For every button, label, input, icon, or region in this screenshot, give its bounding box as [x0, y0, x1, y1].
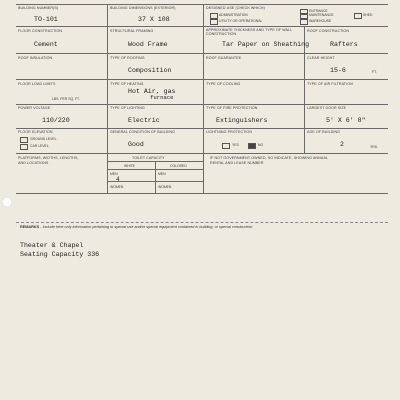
toilet-women-colored-label: WOMEN — [158, 185, 172, 189]
remarks-text: - Include here only information pertaining to special use and/or special equipment contained in building, or special construction — [39, 225, 253, 229]
clear-height-unit: FT. — [372, 70, 377, 74]
row-line-6 — [16, 153, 388, 154]
toilet-col-line — [155, 161, 156, 193]
lightning-no-label: NO — [258, 143, 264, 147]
lightning-no-checkbox[interactable] — [248, 143, 256, 149]
remarks-line2: Seating Capacity 336 — [20, 251, 100, 258]
ground-level-label: GROUND LEVEL — [30, 137, 57, 141]
roofing-type-value: Composition — [128, 67, 172, 74]
wall-value: Tar Paper on Sheathing — [222, 41, 310, 48]
utility-checkbox[interactable] — [210, 19, 218, 25]
designed-use-label: DESIGNED USE (CHECK WHICH) — [206, 6, 265, 10]
structural-framing-label: STRUCTURAL FRAMING — [110, 29, 154, 33]
heating-value-line2: furnace — [150, 94, 174, 101]
condition-value: Good — [128, 141, 144, 148]
remarks-lead: REMARKS — [20, 225, 40, 229]
dimensions-label: BUILDING DIMENSIONS (EXTERIOR) — [110, 6, 176, 10]
toilet-capacity-label: TOILET CAPACITY — [132, 156, 165, 160]
administration-checkbox[interactable] — [210, 13, 218, 19]
wall-label: APPROXIMATE THICKNESS AND TYPE OF WALL CONSTRUCTION — [206, 28, 293, 36]
row-line-5 — [16, 128, 388, 129]
floor-load-label: FLOOR LOAD LIMITS — [18, 82, 56, 86]
platforms-label-line2: AND LOCATIONS — [18, 161, 49, 165]
shed-checkbox[interactable] — [354, 13, 362, 19]
toilet-men-white-label: MEN — [110, 172, 118, 176]
roof-construction-label: ROOF CONSTRUCTION — [307, 29, 350, 33]
col-line-4 — [304, 128, 305, 153]
lighting-label: TYPE OF LIGHTING — [110, 106, 145, 110]
age-value: 2 — [340, 141, 344, 148]
building-numbers-value: TO-101 — [34, 16, 58, 23]
remarks-line1: Theater & Chapel — [20, 242, 84, 249]
power-voltage-value: 110/220 — [42, 117, 70, 124]
clear-height-value: 15-6 — [330, 67, 346, 74]
shed-label: SHED — [363, 13, 373, 17]
age-unit: YRS. — [370, 145, 378, 149]
lighting-value: Electric — [128, 117, 160, 124]
remarks-line — [16, 222, 388, 223]
floor-construction-value: Cement — [34, 41, 58, 48]
lightning-protection-label: LIGHTNING PROTECTION — [206, 130, 253, 134]
power-voltage-label: POWER VOLTAGE — [18, 106, 51, 110]
lightning-yes-label: YES — [232, 143, 239, 147]
floor-elevation-label: FLOOR ELEVATION — [18, 130, 53, 134]
roof-construction-value: Rafters — [330, 41, 358, 48]
utility-label: UTILITY OR OPERATIONAL — [219, 19, 263, 23]
heating-label: TYPE OF HEATING — [110, 82, 144, 86]
toilet-men-white-value: 4 — [116, 176, 120, 183]
warehouse-checkbox[interactable] — [300, 19, 308, 25]
floor-construction-label: FLOOR CONSTRUCTION — [18, 29, 63, 33]
roofing-type-label: TYPE OF ROOFING — [110, 56, 145, 60]
toilet-white-label: WHITE — [124, 164, 135, 168]
roof-insulation-label: ROOF INSULATION — [18, 56, 53, 60]
row-line-3 — [16, 79, 388, 80]
toilet-colored-label: COLORED — [170, 164, 187, 168]
car-level-checkbox[interactable] — [20, 144, 28, 150]
warehouse-label: WAREHOUSE — [309, 19, 332, 23]
maintenance-checkbox[interactable] — [300, 13, 308, 19]
row-line-1 — [16, 26, 388, 27]
row-line-top — [16, 4, 388, 5]
entrance-label: ENTRANCE — [309, 9, 328, 13]
air-filtration-label: TYPE OF AIR FILTRATION — [307, 82, 353, 86]
row-line-2 — [16, 53, 388, 54]
row-line-7 — [16, 193, 388, 194]
row-line-4 — [16, 104, 388, 105]
punch-hole — [2, 197, 12, 207]
remarks-instructions — [20, 225, 390, 230]
car-level-label: CAR LEVEL — [30, 144, 49, 148]
door-size-value: 5' X 6' 8" — [326, 117, 366, 124]
dimensions-value: 37 X 108 — [138, 16, 170, 23]
col-line-1 — [107, 4, 108, 193]
door-size-label: LARGEST DOOR SIZE — [307, 106, 347, 110]
floor-load-unit: LBS. PER SQ. FT. — [52, 97, 80, 101]
toilet-women-white-label: WOMEN — [110, 185, 124, 189]
toilet-men-colored-label: MEN — [158, 172, 166, 176]
rental-label-line1: IF NOT GOVERNMENT-OWNED, SO INDICATE, SHOWING ANNUAL — [210, 156, 329, 160]
structural-framing-value: Wood Frame — [128, 41, 168, 48]
col-line-2 — [203, 4, 204, 193]
ground-level-checkbox[interactable] — [20, 137, 28, 143]
cooling-label: TYPE OF COOLING — [206, 82, 241, 86]
rental-label-line2: RENTAL AND LEASE NUMBER — [210, 161, 264, 165]
platforms-label-line1: PLATFORMS, WIDTHS, LENGTHS, — [18, 156, 79, 160]
heating-value-line1: Hot Air, gas — [128, 88, 176, 95]
fire-protection-label: TYPE OF FIRE PROTECTION — [206, 106, 258, 110]
building-numbers-label: BUILDING NUMBER(S) — [18, 6, 59, 10]
fire-protection-value: Extinguishers — [216, 117, 268, 124]
roof-guarantee-label: ROOF GUARANTEE — [206, 56, 242, 60]
lightning-yes-checkbox[interactable] — [222, 143, 230, 149]
age-label: AGE OF BUILDING — [307, 130, 341, 134]
clear-height-label: CLEAR HEIGHT — [307, 56, 335, 60]
administration-label: ADMINISTRATION — [219, 13, 248, 17]
maintenance-label: MAINTENANCE — [309, 13, 334, 17]
condition-label: GENERAL CONDITION OF BUILDING — [110, 130, 176, 134]
